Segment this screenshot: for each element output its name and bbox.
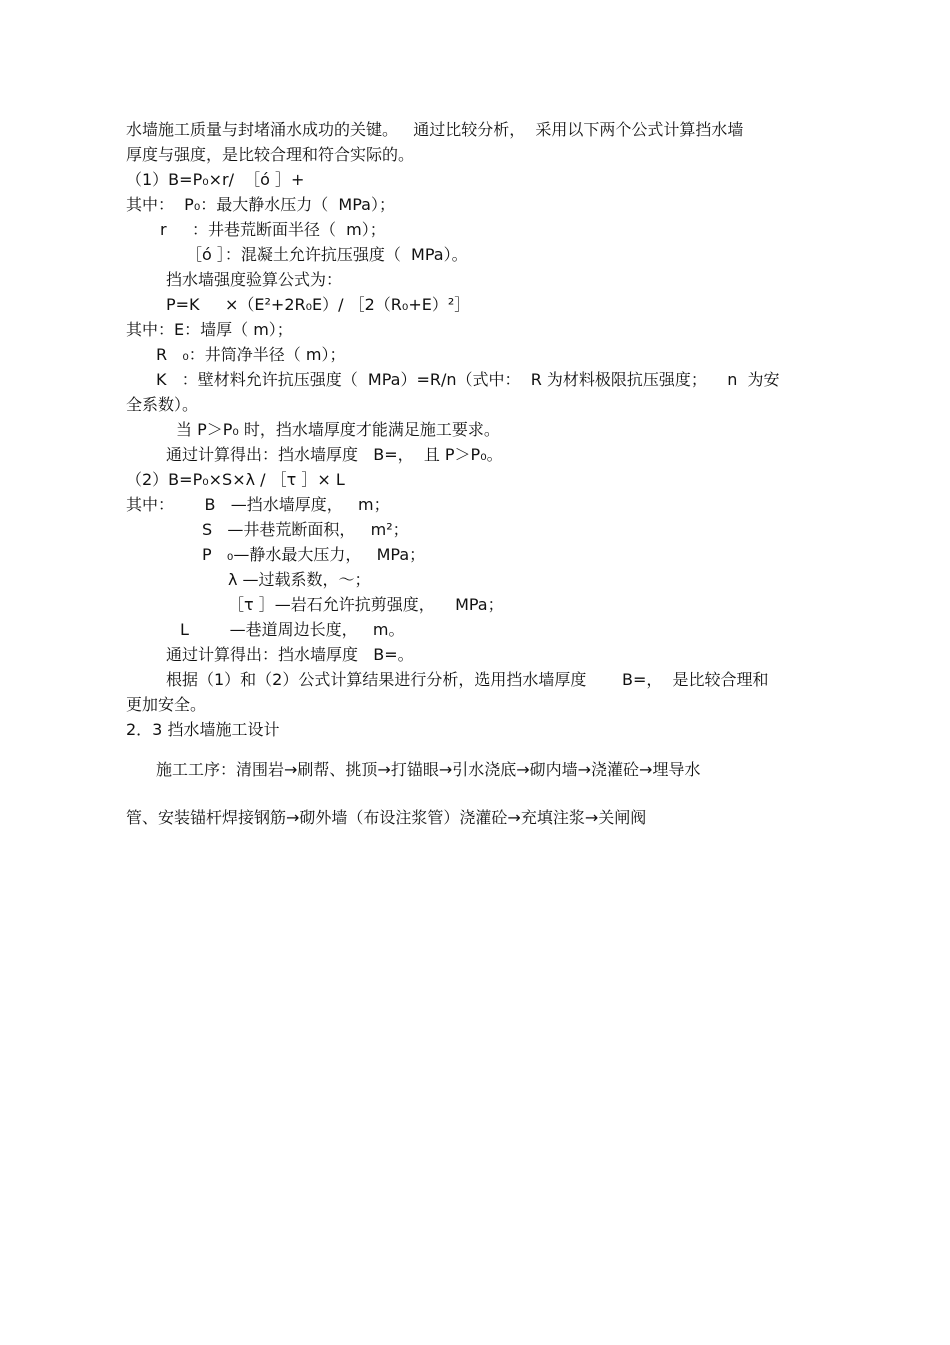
definition-b: 其中： B —挡水墙厚度， m；	[126, 495, 390, 514]
definition-p: P ₀—静水最大压力， MPa；	[202, 545, 426, 564]
definition-r: r ：井巷荒断面半径（ m）；	[160, 220, 386, 239]
result-line-2: 通过计算得出：挡水墙厚度 B=。	[166, 645, 414, 664]
definition-k-cont: 全系数）。	[126, 395, 199, 414]
paragraph-line-1: 水墙施工质量与封堵涌水成功的关键。 通过比较分析， 采用以下两个公式计算挡水墙	[126, 120, 744, 139]
section-heading: 2．3 挡水墙施工设计	[126, 720, 280, 739]
definition-tau: ［τ ］—岩石允许抗剪强度， MPa；	[228, 595, 504, 614]
definition-k: K ：壁材料允许抗压强度（ MPa）=R/n（式中： R 为材料极限抗压强度； n 为安	[156, 370, 780, 389]
definition-r0: R ₀：井筒净半径（ m）；	[156, 345, 346, 364]
definition-e: 其中：E：墙厚（ m）；	[126, 320, 293, 339]
formula-strength: P=K ×（E²+2R₀E）/ ［2（R₀+E）²］	[166, 295, 471, 314]
conclusion-line-2: 更加安全。	[126, 695, 207, 714]
condition-line: 当 P＞P₀ 时，挡水墙厚度才能满足施工要求。	[176, 420, 500, 439]
definition-lambda: λ —过载系数，～；	[228, 570, 371, 589]
definition-p0: 其中： P₀：最大静水压力（ MPa）；	[126, 195, 395, 214]
strength-check-heading: 挡水墙强度验算公式为：	[166, 270, 343, 289]
conclusion-line-1: 根据（1）和（2）公式计算结果进行分析，选用挡水墙厚度 B=， 是比较合理和	[166, 670, 769, 689]
definition-l: L —巷道周边长度， m。	[180, 620, 405, 639]
formula-2: （2）B=P₀×S×λ / ［τ ］× L	[126, 470, 345, 489]
formula-1: （1）B=P₀×r/ ［ó ］+	[126, 170, 305, 189]
result-line-1: 通过计算得出：挡水墙厚度 B=， 且 P＞P₀。	[166, 445, 503, 464]
procedure-line-1: 施工工序：清围岩→刷帮、挑顶→打锚眼→引水浇底→砌内墙→浇灌砼→埋导水	[156, 760, 701, 779]
paragraph-line-2: 厚度与强度，是比较合理和符合实际的。	[126, 145, 415, 164]
procedure-line-2: 管、安装锚杆焊接钢筋→砌外墙（布设注浆管）浇灌砼→充填注浆→关闸阀	[126, 808, 647, 827]
definition-s: S —井巷荒断面积， m²；	[202, 520, 409, 539]
definition-sigma: ［ó ］：混凝土允许抗压强度（ MPa）。	[186, 245, 468, 264]
